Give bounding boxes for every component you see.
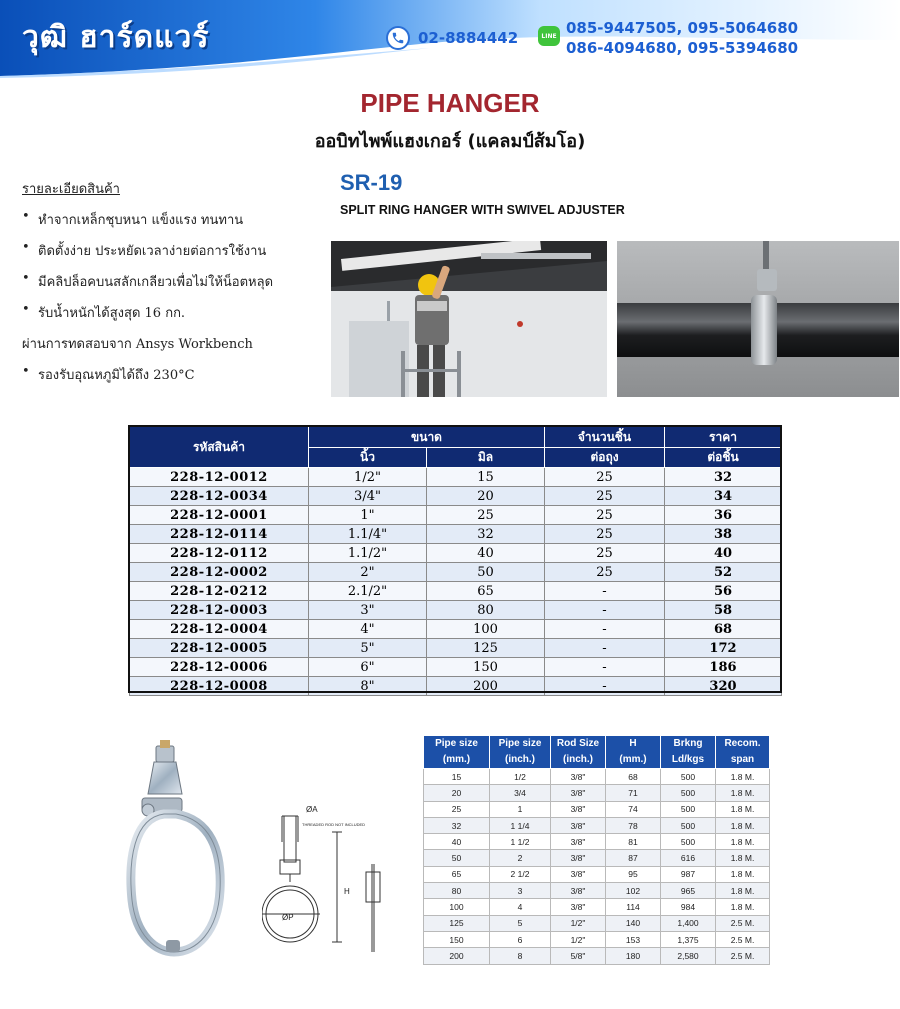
unit-price: 34 [665,487,782,506]
size-mm: 80 [427,601,545,620]
detail-text: ผ่านการทดสอบจาก Ansys Workbench [22,337,253,352]
product-code: 228-12-0212 [130,582,309,601]
rod-size: 1/2" [551,931,606,947]
size-mm: 40 [427,544,545,563]
size-inch: 2" [309,563,427,582]
height-mm: 95 [606,866,661,882]
pipe-size-inch: 6 [490,931,551,947]
unit-price: 320 [665,677,782,696]
pieces-per-bag: - [545,620,665,639]
table-row [130,544,782,563]
product-code: 228-12-0001 [130,506,309,525]
pipe-size-mm: 20 [424,785,490,801]
pipe-closeup-photo [617,241,899,397]
size-mm: 150 [427,658,545,677]
size-inch: 1" [309,506,427,525]
table-row [424,866,770,882]
pipe-size-mm: 200 [424,948,490,964]
size-inch: 1.1/2" [309,544,427,563]
table-row [130,582,782,601]
pieces-per-bag: - [545,601,665,620]
spec-header-span: Recom. span [716,736,770,769]
size-inch: 6" [309,658,427,677]
height-mm: 102 [606,883,661,899]
pipe-size-inch: 2 [490,850,551,866]
height-mm: 81 [606,834,661,850]
rod-size: 3/8" [551,899,606,915]
pipe-size-inch: 2 1/2 [490,866,551,882]
hanger-product-image [126,740,226,962]
spec-header-height: H (mm.) [606,736,661,769]
pieces-per-bag: - [545,677,665,696]
product-code: 228-12-0006 [130,658,309,677]
product-code: 228-12-0003 [130,601,309,620]
pipe-size-inch: 8 [490,948,551,964]
bullet: • [22,302,30,317]
dimension-drawing [262,802,402,962]
rod-size: 3/8" [551,817,606,833]
header-inch: นิ้ว [309,448,427,468]
table-row [424,931,770,947]
detail-item [22,333,322,364]
header-price-2: ต่อชิ้น [665,448,782,468]
table-row [424,850,770,866]
size-inch: 5" [309,639,427,658]
header-code: รหัสสินค้า [130,427,309,468]
price-table [129,426,782,696]
product-code: 228-12-0034 [130,487,309,506]
unit-price: 40 [665,544,782,563]
pipe-size-mm: 50 [424,850,490,866]
pipe-size-inch: 1 [490,801,551,817]
bullet: • [22,240,30,255]
height-mm: 68 [606,769,661,785]
pieces-per-bag: - [545,658,665,677]
label-diameter-a: ØA [306,805,318,814]
header-size: ขนาด [309,427,545,448]
table-row [424,915,770,931]
pipe-size-mm: 80 [424,883,490,899]
page-title: PIPE HANGER [360,88,540,118]
pipe-size-inch: 1 1/2 [490,834,551,850]
table-row [130,658,782,677]
detail-item [22,240,322,271]
recommended-span: 1.8 M. [716,817,770,833]
table-row [130,468,782,487]
table-row [130,639,782,658]
table-row [130,506,782,525]
pipe-size-inch: 3/4 [490,785,551,801]
bullet: • [22,271,30,286]
recommended-span: 1.8 M. [716,883,770,899]
table-row [130,620,782,639]
bullet: • [22,364,30,379]
table-row [424,769,770,785]
detail-text: ติดตั้งง่าย ประหยัดเวลาง่ายต่อการใช้งาน [38,244,267,259]
size-inch: 8" [309,677,427,696]
pieces-per-bag: - [545,582,665,601]
rod-size: 3/8" [551,834,606,850]
detail-text: หำจากเหล็กชุบหนา แข็งแรง ทนทาน [38,213,244,228]
height-mm: 87 [606,850,661,866]
recommended-span: 1.8 M. [716,834,770,850]
pieces-per-bag: 25 [545,544,665,563]
size-mm: 125 [427,639,545,658]
rod-size: 3/8" [551,785,606,801]
pipe-size-mm: 15 [424,769,490,785]
details-heading: รายละเอียดสินค้า [22,182,120,197]
model-description: SPLIT RING HANGER WITH SWIVEL ADJUSTER [340,203,625,217]
breaking-load: 500 [661,801,716,817]
size-mm: 65 [427,582,545,601]
detail-item [22,302,322,333]
size-mm: 100 [427,620,545,639]
header-banner [0,0,900,78]
phone-contact[interactable] [386,26,518,50]
size-mm: 15 [427,468,545,487]
unit-price: 56 [665,582,782,601]
pipe-size-mm: 40 [424,834,490,850]
pipe-size-mm: 150 [424,931,490,947]
unit-price: 36 [665,506,782,525]
table-row [424,948,770,964]
rod-size: 5/8" [551,948,606,964]
pipe-size-mm: 32 [424,817,490,833]
height-mm: 114 [606,899,661,915]
detail-item [22,209,322,240]
table-row [130,563,782,582]
pipe-size-inch: 4 [490,899,551,915]
size-mm: 200 [427,677,545,696]
bullet: • [22,209,30,224]
rod-size: 3/8" [551,850,606,866]
size-mm: 32 [427,525,545,544]
unit-price: 68 [665,620,782,639]
detail-text: รับน้ำหนักได้สูงสุด 16 กก. [38,306,186,321]
label-height: H [344,887,350,896]
phone-icon [386,26,410,50]
product-code: 228-12-0004 [130,620,309,639]
breaking-load: 500 [661,817,716,833]
detail-item [22,271,322,302]
pipe-size-mm: 25 [424,801,490,817]
table-row [424,883,770,899]
unit-price: 38 [665,525,782,544]
unit-price: 172 [665,639,782,658]
breaking-load: 987 [661,866,716,882]
breaking-load: 616 [661,850,716,866]
rod-size: 3/8" [551,769,606,785]
table-row [130,525,782,544]
recommended-span: 1.8 M. [716,785,770,801]
spec-header-pipe-mm: Pipe size (mm.) [424,736,490,769]
product-code: 228-12-0002 [130,563,309,582]
detail-text: รองรับอุณหภูมิได้ถึง 230°C [38,368,195,383]
rod-size: 3/8" [551,883,606,899]
header-pack-1: จำนวนชิ้น [545,427,665,448]
breaking-load: 500 [661,834,716,850]
table-row [424,817,770,833]
pieces-per-bag: 25 [545,525,665,544]
pieces-per-bag: 25 [545,468,665,487]
breaking-load: 1,375 [661,931,716,947]
mobile-numbers [566,18,798,58]
pieces-per-bag: - [545,639,665,658]
recommended-span: 1.8 M. [716,850,770,866]
mobile-line-2[interactable]: 086-4094680, 095-5394680 [566,39,799,57]
recommended-span: 2.5 M. [716,948,770,964]
breaking-load: 965 [661,883,716,899]
product-code: 228-12-0008 [130,677,309,696]
rod-size: 3/8" [551,801,606,817]
breaking-load: 2,580 [661,948,716,964]
breaking-load: 500 [661,769,716,785]
mobile-line-1[interactable]: 085-9447505, 095-5064680 [566,19,799,37]
height-mm: 71 [606,785,661,801]
table-row [424,899,770,915]
spec-header-pipe-inch: Pipe size (inch.) [490,736,551,769]
recommended-span: 1.8 M. [716,899,770,915]
table-row [424,785,770,801]
detail-text: มีคลิปล็อคบนสลักเกลียวเพื่อไม่ให้น็อตหลุด [38,275,274,290]
height-mm: 180 [606,948,661,964]
size-mm: 50 [427,563,545,582]
pipe-size-inch: 5 [490,915,551,931]
height-mm: 153 [606,931,661,947]
table-row [130,677,782,696]
pipe-size-inch: 3 [490,883,551,899]
product-code: 228-12-0005 [130,639,309,658]
size-mm: 20 [427,487,545,506]
height-mm: 74 [606,801,661,817]
size-mm: 25 [427,506,545,525]
breaking-load: 1,400 [661,915,716,931]
height-mm: 78 [606,817,661,833]
pieces-per-bag: 25 [545,506,665,525]
pipe-size-inch: 1/2 [490,769,551,785]
brand-name: วุฒิ ฮาร์ดแวร์ [22,20,210,55]
product-details [22,178,322,395]
spec-header-rod: Rod Size (inch.) [551,736,606,769]
label-diameter-p: ØP [282,913,294,922]
spec-header-breaking-load: Brkng Ld/kgs [661,736,716,769]
header-mm: มิล [427,448,545,468]
rod-size: 1/2" [551,915,606,931]
header-pack-2: ต่อถุง [545,448,665,468]
pieces-per-bag: 25 [545,563,665,582]
line-icon: LINE [538,26,560,46]
breaking-load: 500 [661,785,716,801]
recommended-span: 1.8 M. [716,769,770,785]
header-price-1: ราคา [665,427,782,448]
pipe-size-inch: 1 1/4 [490,817,551,833]
size-inch: 4" [309,620,427,639]
size-inch: 3/4" [309,487,427,506]
product-code: 228-12-0114 [130,525,309,544]
phone-number: 02-8884442 [418,29,519,47]
table-row [130,601,782,620]
size-inch: 2.1/2" [309,582,427,601]
unit-price: 32 [665,468,782,487]
size-inch: 3" [309,601,427,620]
recommended-span: 2.5 M. [716,931,770,947]
pipe-size-mm: 125 [424,915,490,931]
pieces-per-bag: 25 [545,487,665,506]
product-code: 228-12-0012 [130,468,309,487]
pipe-size-mm: 100 [424,899,490,915]
table-row [424,834,770,850]
size-inch: 1.1/4" [309,525,427,544]
model-code: SR-19 [340,170,403,195]
recommended-span: 1.8 M. [716,866,770,882]
unit-price: 58 [665,601,782,620]
recommended-span: 2.5 M. [716,915,770,931]
breaking-load: 984 [661,899,716,915]
installation-photo [331,241,607,397]
page-subtitle: ออบิทไพพ์แฮงเกอร์ (แคลมป์ส้มโอ) [314,131,586,152]
table-row [130,487,782,506]
table-row [424,801,770,817]
unit-price: 186 [665,658,782,677]
unit-price: 52 [665,563,782,582]
detail-item [22,364,322,395]
rod-size: 3/8" [551,866,606,882]
spec-table [423,735,770,965]
height-mm: 140 [606,915,661,931]
size-inch: 1/2" [309,468,427,487]
product-code: 228-12-0112 [130,544,309,563]
label-threaded-rod-note: THREADED ROD NOT INCLUDED [302,822,366,827]
recommended-span: 1.8 M. [716,801,770,817]
pipe-size-mm: 65 [424,866,490,882]
